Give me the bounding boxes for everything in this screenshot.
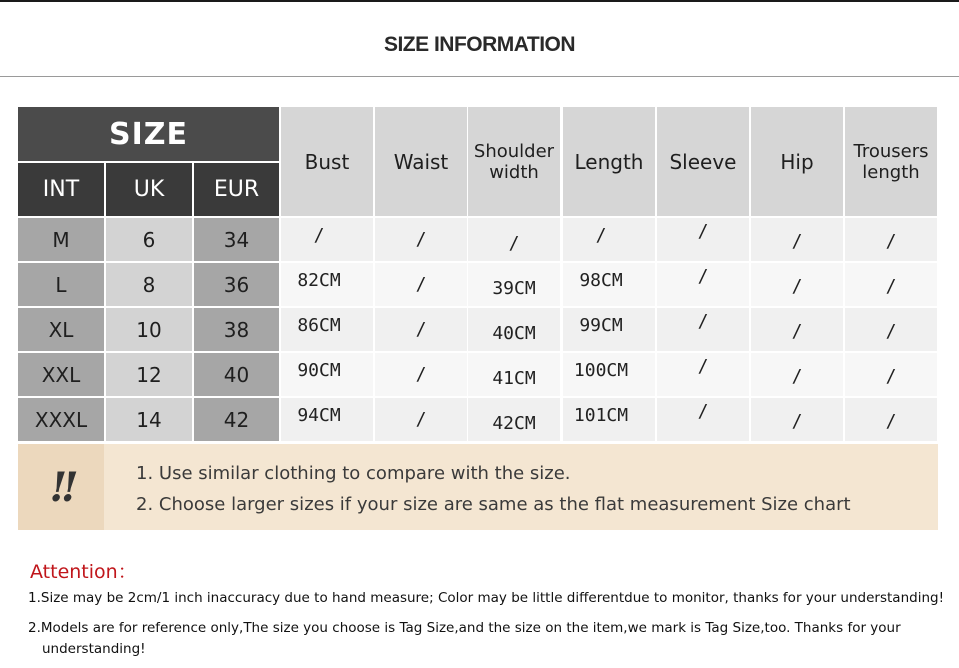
size-cell-eur-text: 36: [223, 272, 250, 297]
column-header-shoulder-width: [468, 107, 560, 216]
measure-cell-length-text: /: [595, 225, 607, 246]
measure-cell-hip: [751, 308, 843, 351]
size-cell-int: [18, 263, 104, 306]
measure-cell-waist: [375, 263, 467, 306]
attention-line-2-cont: understanding!: [42, 641, 146, 657]
measure-cell-length: [563, 308, 655, 351]
measure-cell-bust: [281, 263, 373, 306]
measure-cell-trousers-length-text: /: [885, 231, 897, 252]
measure-cell-length-text: 99CM: [579, 315, 623, 336]
size-cell-uk-text: 12: [136, 362, 162, 387]
column-header-hip-text: Hip: [780, 149, 814, 174]
measure-cell-trousers-length-text: /: [885, 321, 897, 342]
measure-cell-bust: [281, 398, 373, 441]
measure-cell-trousers-length: [845, 308, 937, 351]
measure-cell-bust: [281, 218, 373, 261]
measure-cell-sleeve: [657, 308, 749, 351]
measure-cell-trousers-length-text: /: [885, 366, 897, 387]
measure-cell-sleeve-text: /: [697, 356, 709, 377]
column-header-hip: [751, 107, 843, 216]
measure-cell-sleeve-text: /: [697, 311, 709, 332]
measure-cell-hip-text: /: [791, 231, 803, 252]
size-cell-uk-text: 6: [142, 227, 156, 252]
measure-cell-bust-text: 82CM: [297, 270, 341, 291]
measure-cell-length-text: 98CM: [579, 270, 623, 291]
eur-header: EUR: [194, 163, 279, 216]
size-cell-uk: [106, 218, 192, 261]
measure-cell-bust: [281, 353, 373, 396]
size-cell-uk: [106, 398, 192, 441]
size-cell-eur-text: 42: [223, 407, 250, 432]
size-cell-int: [18, 398, 104, 441]
size-cell-int: [18, 308, 104, 351]
measure-cell-trousers-length: [845, 263, 937, 306]
size-cell-uk-text: 8: [142, 272, 156, 297]
measure-cell-waist-text: /: [415, 319, 427, 340]
title-divider: [0, 76, 959, 77]
top-border: [0, 0, 959, 2]
uk-header: UK: [106, 163, 192, 216]
measure-cell-hip-text: /: [791, 366, 803, 387]
measure-cell-bust-text: 90CM: [297, 360, 341, 381]
tip-line-2: 2. Choose larger sizes if your size are same as the flat measurement Size chart: [136, 494, 851, 515]
measure-cell-sleeve-text: /: [697, 221, 709, 242]
size-cell-uk-text: 10: [136, 317, 162, 342]
measure-cell-bust-text: /: [313, 225, 325, 246]
measure-cell-shoulder-width-text: /: [508, 233, 520, 254]
measure-cell-bust-text: 86CM: [297, 315, 341, 336]
measure-cell-bust: [281, 308, 373, 351]
column-header-sleeve: [657, 107, 749, 216]
column-header-length: [563, 107, 655, 216]
column-header-sleeve-text: Sleeve: [669, 149, 737, 174]
size-header: SIZE: [18, 107, 279, 161]
column-header-waist: [375, 107, 467, 216]
column-header-trousers-length-text: Trousers length: [853, 140, 929, 183]
size-cell-eur-text: 40: [223, 362, 250, 387]
exclamation-icon: !!: [49, 463, 73, 511]
int-header: INT: [18, 163, 104, 216]
measure-cell-waist-text: /: [415, 364, 427, 385]
measure-cell-waist-text: /: [415, 229, 427, 250]
attention-line-2: 2.Models are for reference only,The size you choose is Tag Size,and the size on the item,we mark is Tag Size,too. Thanks for your: [28, 620, 901, 636]
measure-cell-hip: [751, 398, 843, 441]
size-cell-eur: [194, 218, 279, 261]
column-header-shoulder-width-text: Shoulder width: [473, 140, 555, 183]
measure-cell-hip: [751, 218, 843, 261]
measure-cell-length: [563, 398, 655, 441]
measure-cell-shoulder-width: [468, 218, 560, 261]
size-cell-int-text: L: [55, 272, 67, 297]
size-cell-int-text: M: [52, 227, 70, 252]
measure-cell-waist: [375, 308, 467, 351]
measure-cell-shoulder-width-text: 39CM: [492, 278, 536, 299]
exclamation-icon-panel: [18, 444, 104, 530]
column-header-bust: [281, 107, 373, 216]
size-cell-int-text: XXL: [41, 362, 81, 387]
measure-cell-waist: [375, 353, 467, 396]
column-header-trousers-length: [845, 107, 937, 216]
measure-cell-sleeve-text: /: [697, 266, 709, 287]
measure-cell-length-text: 100CM: [573, 360, 629, 381]
measure-cell-shoulder-width-text: 42CM: [492, 413, 536, 434]
attention-line-1: 1.Size may be 2cm/1 inch inaccuracy due to hand measure; Color may be little differentdue to monitor, thanks for your understanding!: [28, 590, 944, 606]
size-cell-eur-text: 38: [223, 317, 250, 342]
measure-cell-trousers-length-text: /: [885, 411, 897, 432]
column-header-length-text: Length: [574, 149, 644, 174]
size-cell-eur-text: 34: [223, 227, 250, 252]
measure-cell-trousers-length: [845, 218, 937, 261]
measure-cell-hip: [751, 353, 843, 396]
measure-cell-hip-text: /: [791, 411, 803, 432]
measure-cell-hip: [751, 263, 843, 306]
measure-cell-waist: [375, 398, 467, 441]
column-header-bust-text: Bust: [304, 149, 350, 174]
attention-label: Attention：: [30, 561, 137, 583]
size-cell-int: [18, 218, 104, 261]
size-cell-uk: [106, 263, 192, 306]
measure-cell-sleeve: [657, 353, 749, 396]
size-cell-eur: [194, 263, 279, 306]
measure-cell-hip-text: /: [791, 276, 803, 297]
size-cell-int-text: XL: [48, 317, 74, 342]
measure-cell-sleeve: [657, 398, 749, 441]
measure-cell-trousers-length: [845, 353, 937, 396]
size-cell-eur: [194, 353, 279, 396]
tip-line-1: 1. Use similar clothing to compare with the size.: [136, 463, 571, 484]
measure-cell-length: [563, 263, 655, 306]
size-cell-uk-text: 14: [136, 407, 162, 432]
measure-cell-sleeve-text: /: [697, 401, 709, 422]
measure-cell-length-text: 101CM: [573, 405, 629, 426]
measure-cell-shoulder-width-text: 40CM: [492, 323, 536, 344]
measure-cell-trousers-length: [845, 398, 937, 441]
measure-cell-shoulder-width: [468, 353, 560, 396]
measure-cell-shoulder-width: [468, 263, 560, 306]
size-cell-int-text: XXXL: [34, 407, 88, 432]
measure-cell-waist: [375, 218, 467, 261]
size-cell-uk: [106, 353, 192, 396]
size-cell-int: [18, 353, 104, 396]
measure-cell-trousers-length-text: /: [885, 276, 897, 297]
measure-cell-shoulder-width-text: 41CM: [492, 368, 536, 389]
measure-cell-length: [563, 353, 655, 396]
size-cell-eur: [194, 398, 279, 441]
page-title: SIZE INFORMATION: [383, 33, 576, 56]
measure-cell-shoulder-width: [468, 398, 560, 441]
size-cell-eur: [194, 308, 279, 351]
measure-cell-hip-text: /: [791, 321, 803, 342]
measure-cell-length: [563, 218, 655, 261]
measure-cell-shoulder-width: [468, 308, 560, 351]
measure-cell-bust-text: 94CM: [297, 405, 341, 426]
measure-cell-waist-text: /: [415, 274, 427, 295]
size-cell-uk: [106, 308, 192, 351]
measure-cell-sleeve: [657, 218, 749, 261]
measure-cell-sleeve: [657, 263, 749, 306]
column-header-waist-text: Waist: [393, 149, 449, 174]
tips-box: [18, 444, 938, 530]
measure-cell-waist-text: /: [415, 409, 427, 430]
